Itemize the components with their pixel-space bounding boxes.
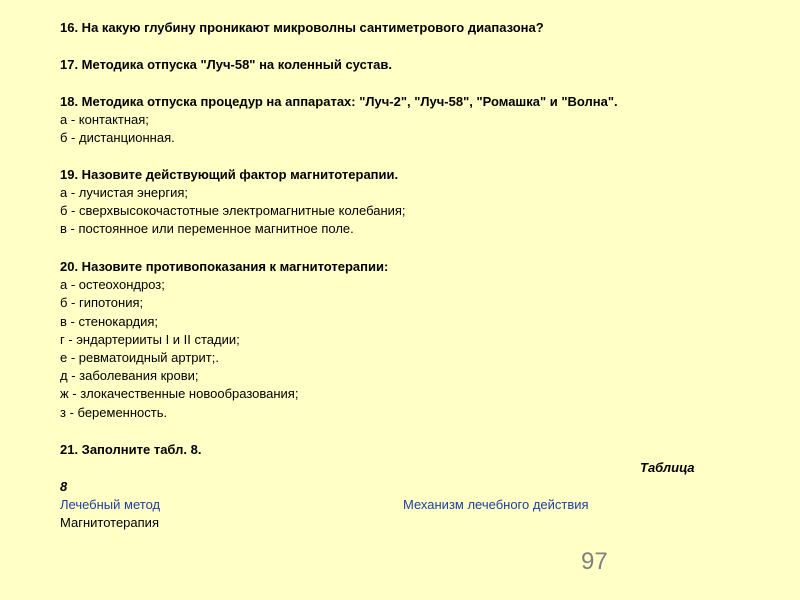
table-cell: Магнитотерапия (60, 515, 159, 530)
table-column-header: Лечебный метод (60, 497, 161, 512)
table-caption: Таблица (640, 460, 695, 475)
answer-option: з - беременность. (60, 405, 168, 420)
question-20: 20. Назовите противопоказания к магнитотерапии: (60, 259, 389, 274)
answer-option: в - постоянное или переменное магнитное поле. (60, 221, 354, 236)
question-18: 18. Методика отпуска процедур на аппаратах: "Луч-2", "Луч-58", "Ромашка" и "Волна". (60, 94, 618, 109)
answer-option: а - контактная; (60, 112, 149, 127)
answer-option: б - дистанционная. (60, 130, 175, 145)
answer-option: е - ревматоидный артрит;. (60, 350, 219, 365)
answer-option: б - гипотония; (60, 295, 144, 310)
answer-option: г - эндартерииты I и II стадии; (60, 332, 240, 347)
question-19: 19. Назовите действующий фактор магнитотерапии. (60, 167, 399, 182)
answer-option: а - остеохондроз; (60, 277, 165, 292)
table-column-header: Механизм лечебного действия (403, 497, 589, 512)
answer-option: а - лучистая энергия; (60, 185, 189, 200)
question-21: 21. Заполните табл. 8. (60, 442, 202, 457)
answer-option: в - стенокардия; (60, 314, 159, 329)
table-caption-number: 8 (60, 479, 68, 494)
question-16: 16. На какую глубину проникают микроволны сантиметрового диапазона? (60, 20, 544, 35)
question-17: 17. Методика отпуска "Луч-58" на коленный сустав. (60, 57, 393, 72)
answer-option: б - сверхвысокочастотные электромагнитные колебания; (60, 203, 406, 218)
answer-option: ж - злокачественные новообразования; (60, 386, 299, 401)
answer-option: д - заболевания крови; (60, 368, 199, 383)
page-number: 97 (581, 548, 608, 575)
